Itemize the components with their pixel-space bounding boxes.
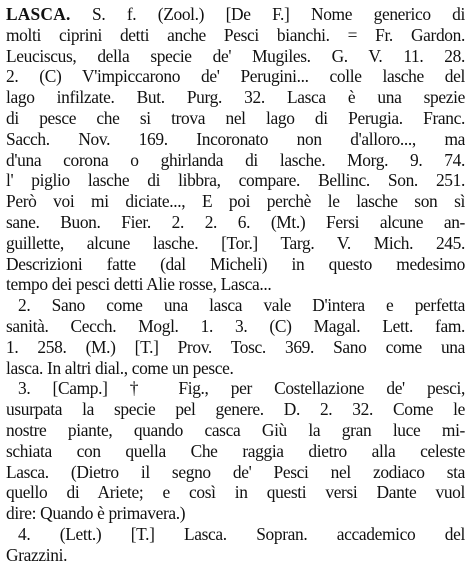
entry-line-10: Però voi mi diciate..., E poi perchè le lasche son sì xyxy=(6,191,465,212)
sense-2-line-3: 1. 258. (M.) [T.] Prov. Tosc. 369. Sano come una xyxy=(6,336,465,357)
entry-line-11: sane. Buon. Fier. 2. 2. 6. (Mt.) Fersi alcune an- xyxy=(6,211,465,232)
sense-3-line-7: dire: Quando è primavera.) xyxy=(6,503,186,524)
entry-line-13: Descrizioni fatte (dal Micheli) in questo medesimo xyxy=(6,253,465,274)
sense-3-line-6: quello di Ariete; e così in questi versi Dante vuol xyxy=(6,482,465,503)
entry-line-12: guillette, alcune lasche. [Tor.] Targ. V. Mich. 245. xyxy=(6,232,465,253)
sense-2-line-4: lasca. In altri dial., come un pesce. xyxy=(6,357,234,378)
entry-line-3: Leuciscus, della specie de' Mugiles. G. V. 11. 28. xyxy=(6,45,465,66)
entry-line-7: Sacch. Nov. 169. Incoronato non d'alloro..., ma xyxy=(6,128,465,149)
entry-line-2: molti ciprini detti anche Pesci bianchi. = Fr. Gardon. xyxy=(6,24,465,45)
headword: LASCA. xyxy=(6,4,71,24)
sense-2-line-2: sanità. Cecch. Mogl. 1. 3. (C) Magal. Lett. fam. xyxy=(6,315,465,336)
sense-3-line-5: Lasca. (Dietro il segno de' Pesci nel zodiaco sta xyxy=(6,461,465,482)
entry-line-5: lago infilzate. But. Purg. 32. Lasca è una spezie xyxy=(6,87,465,108)
sense-2-line-1: 2. Sano come una lasca vale D'intera e perfetta xyxy=(18,295,465,316)
entry-line-1 xyxy=(6,4,465,25)
sense-4-line-1: 4. (Lett.) [T.] Lasca. Sopran. accademico del xyxy=(18,523,465,544)
sense-3-line-2: usurpata la specie pel genere. D. 2. 32. Come le xyxy=(6,399,465,420)
entry-line-14: tempo dei pesci detti Alie rosse, Lasca... xyxy=(6,274,272,295)
entry-line-9: l' piglio lasche di libbra, compare. Bellinc. Son. 251. xyxy=(6,170,465,191)
entry-line-8: d'una corona o ghirlanda di lasche. Morg. 9. 74. xyxy=(6,149,465,170)
entry-text: S. f. (Zool.) [De F.] Nome generico di xyxy=(92,4,465,24)
sense-3-line-1: 3. [Camp.] † Fig., per Costellazione de' pesci, xyxy=(18,378,465,399)
entry-line-4: 2. (C) V'impiccarono de' Perugini... colle lasche del xyxy=(6,66,465,87)
sense-3-line-4: schiata con quella Che raggia dietro alla celeste xyxy=(6,440,465,461)
sense-3-line-3: nostre piante, quando casca Giù la gran luce mi- xyxy=(6,419,465,440)
entry-line-6: di pesce che si trova nel lago di Perugia. Franc. xyxy=(6,107,465,128)
sense-4-line-2: Grazzini. xyxy=(6,544,68,565)
